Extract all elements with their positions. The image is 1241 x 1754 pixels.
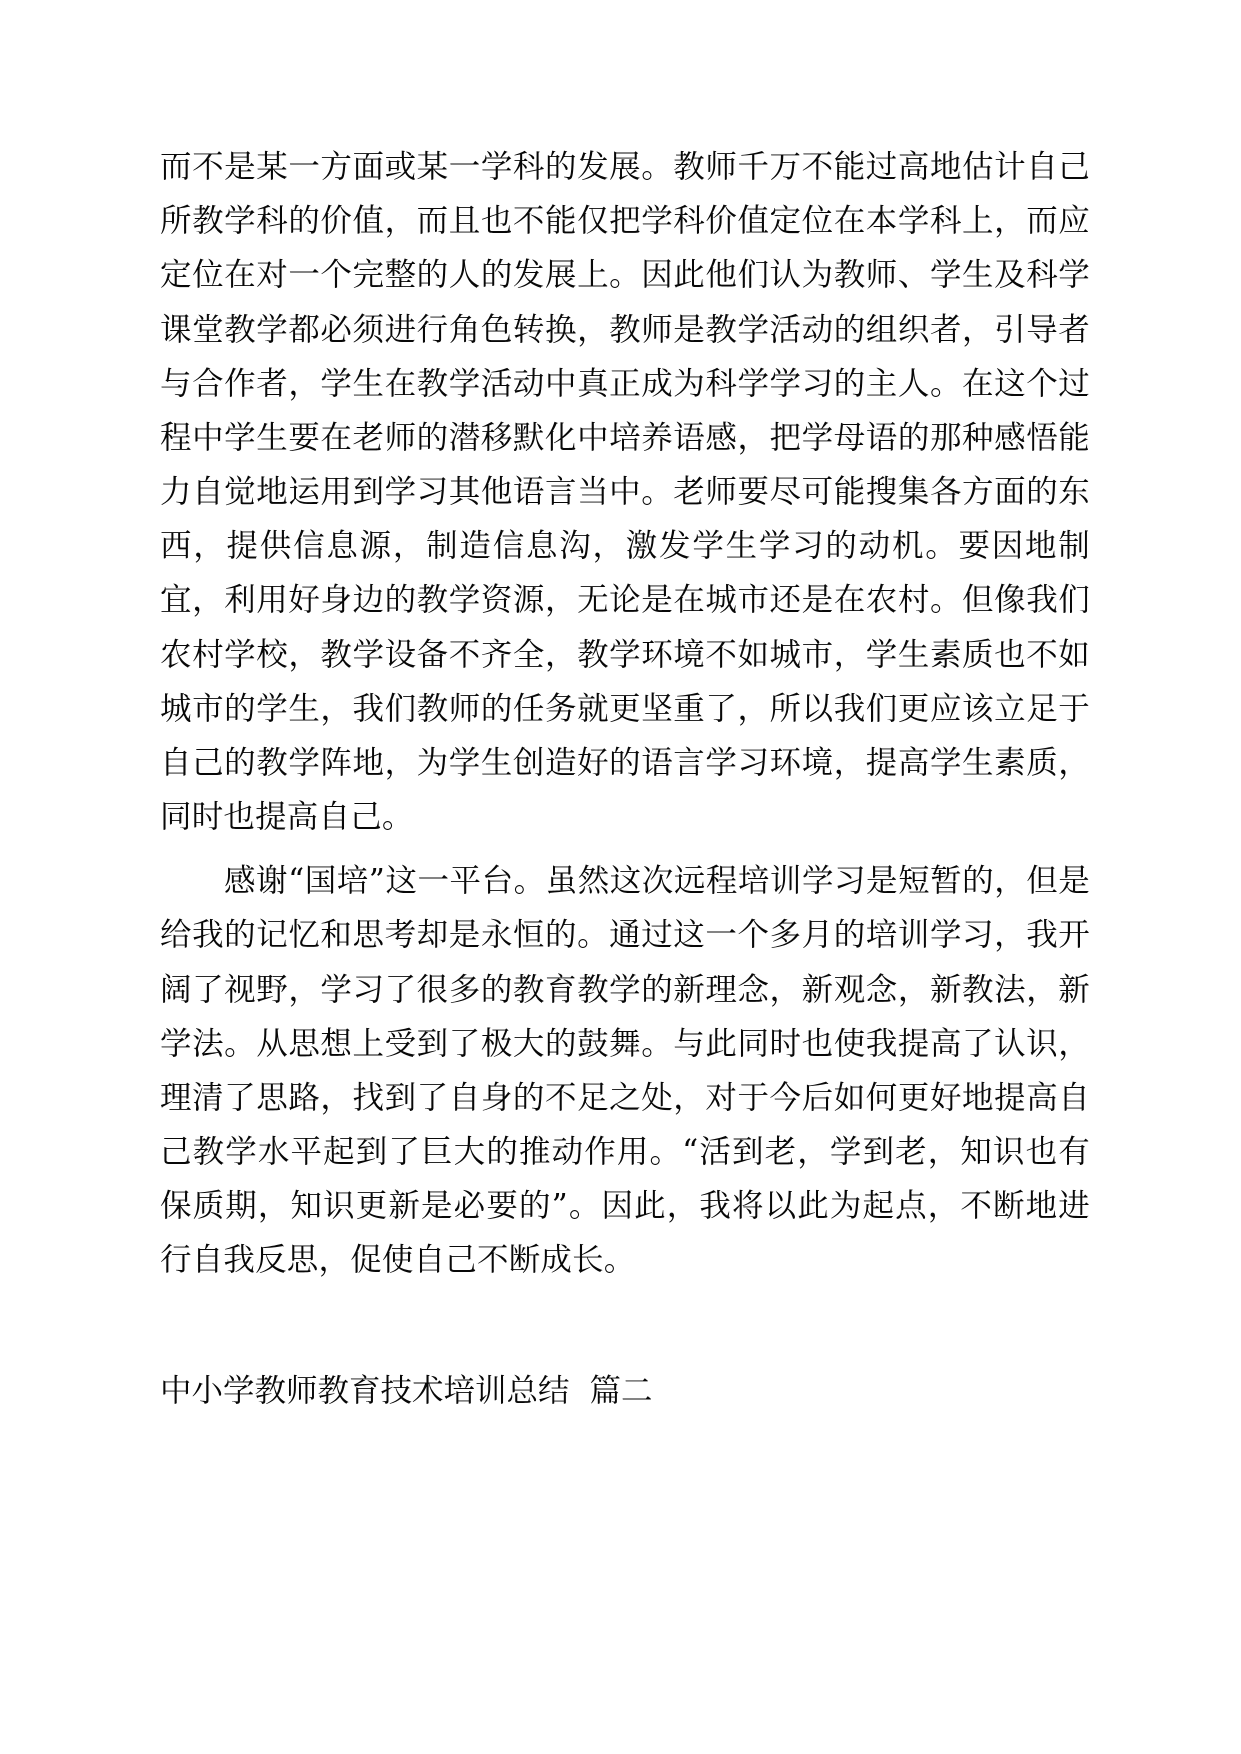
section-heading: 中小学教师教育技术培训总结 篇二	[160, 1372, 653, 1409]
paragraph-1: 而不是某一方面或某一学科的发展。教师千万不能过高地估计自己所教学科的价值，而且也不能仅把学科价值定位在本学科上，而应定位在对一个完整的人的发展上。因此他们认为教师、学生及科学课堂教学都必须进行角色转换，教师是教学活动的组织者，引导者与合作者，学生在教学活动中真正成为科学学习的主人。在这个过程中学生要在老师的潜移默化中培养语感，把学母语的那种感悟能力自觉地运用到学习其他语言当中。老师要尽可能搜集各方面的东西，提供信息源，制造信息沟，激发学生学习的动机。要因地制宜，利用好身边的教学资源，无论是在城市还是在农村。但像我们农村学校，教学设备不齐全，教学环境不如城市，学生素质也不如城市的学生，我们教师的任务就更坚重了，所以我们更应该立足于自己的教学阵地，为学生创造好的语言学习环境，提高学生素质，同时也提高自己。	[160, 149, 1090, 836]
paragraph-2: 感谢“国培”这一平台。虽然这次远程培训学习是短暂的，但是给我的记忆和思考却是永恒的。通过这一个多月的培训学习，我开阔了视野，学习了很多的教育教学的新理念，新观念，新教法，新学法。从思想上受到了极大的鼓舞。与此同时也使我提高了认识，理清了思路，找到了自身的不足之处，对于今后如何更好地提高自己教学水平起到了巨大的推动作用。“活到老，学到老，知识也有保质期，知识更新是必要的”。因此，我将以此为起点，不断地进行自我反思，促使自己不断成长。	[160, 863, 1090, 1279]
document-body	[160, 140, 1090, 1416]
